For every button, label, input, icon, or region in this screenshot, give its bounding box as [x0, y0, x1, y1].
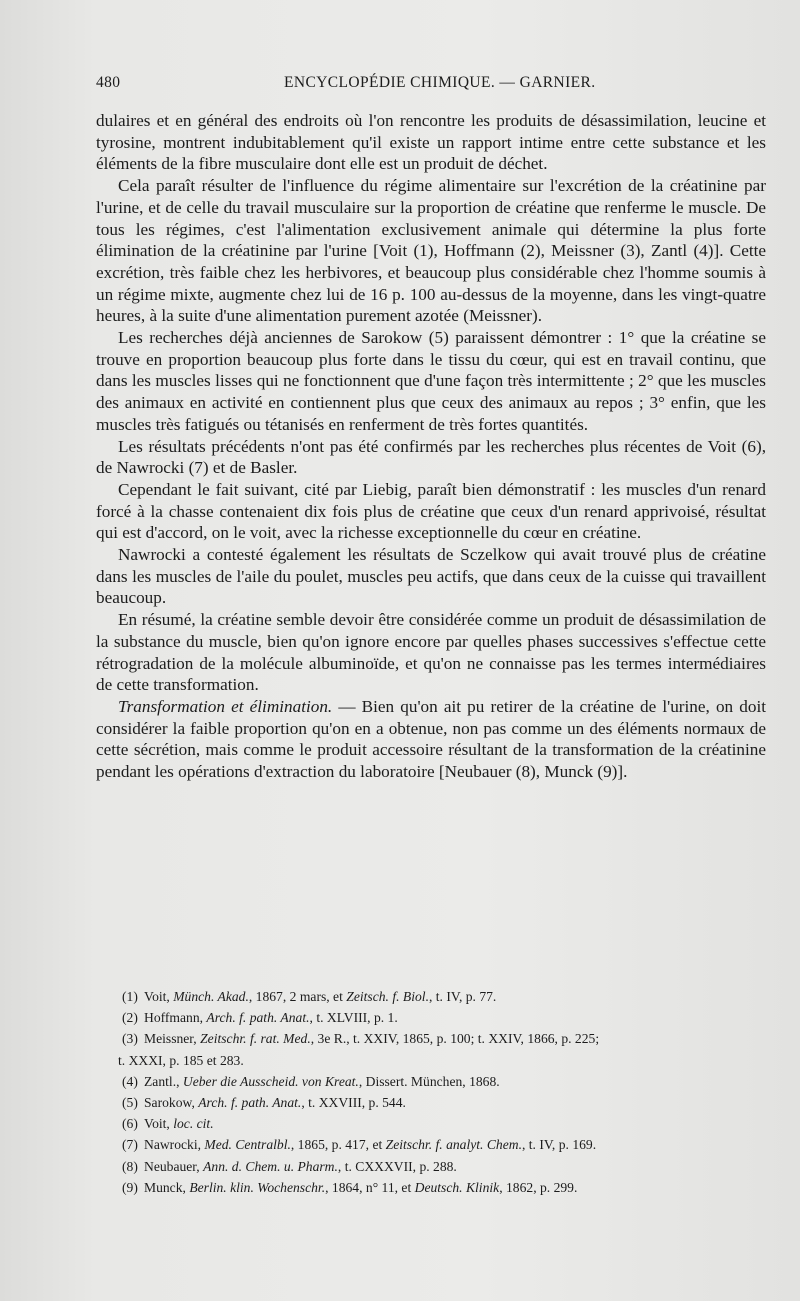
- section-lead: Transformation et élimination.: [118, 696, 333, 716]
- paragraph-1: dulaires et en général des endroits où l'on rencontre les produits de désassimilation, leucine et tyrosine, montrent indubitablement qu'il existe un rapport intime entre cette substance et les éléments de la fibre musculaire dont elle est un produit de déchet.: [96, 111, 766, 174]
- paragraph-2: Cela paraît résulter de l'influence du régime alimentaire sur l'excrétion de la créatinine par l'urine, et de celle du travail musculaire sur la proportion de créatine que renferme le muscle. De tous les régimes, c'est l'alimentation exclusivement animale qui détermine la plus forte élimination de la créatinine par l'urine [Voit (1), Hoffmann (2), Meissner (3), Zantl (4)]. Cette excrétion, très faible chez les herbivores, et beaucoup plus considérable chez l'homme soumis à un régime mixte, augmente chez lui de 16 p. 100 au-dessus de la moyenne, dans les vingt-quatre heures, à la suite d'une alimentation purement azotée (Meissner).: [96, 176, 766, 326]
- paragraph-3: Les recherches déjà anciennes de Sarokow (5) paraissent démontrer : 1° que la créatine se trouve en proportion beaucoup plus forte dans le tissu du cœur, qui est en travail continu, que dans les muscles lisses qui ne fonctionnent que d'une façon très intermittente ; 2° que les muscles des animaux en activité en contiennent plus que ceux des animaux au repos ; 3° enfin, que les muscles très fatigués ou tétanisés en renferment de très fortes quantités.: [96, 328, 766, 434]
- footnote: (4) Zantl., Ueber die Ausscheid. von Kreat., Dissert. München, 1868.: [122, 1073, 500, 1089]
- page-header: [96, 74, 800, 96]
- footnote: (5) Sarokow, Arch. f. path. Anat., t. XXVIII, p. 544.: [122, 1095, 406, 1111]
- paragraph-4: Les résultats précédents n'ont pas été confirmés par les recherches plus récentes de Voit (6), de Nawrocki (7) et de Basler.: [96, 436, 766, 478]
- page-number: 480: [96, 74, 121, 91]
- paragraph-8: [96, 696, 766, 783]
- footnote-continuation: t. XXXI, p. 185 et 283.: [118, 1052, 244, 1068]
- footnote: (9) Munck, Berlin. klin. Wochenschr., 1864, n° 11, et Deutsch. Klinik, 1862, p. 299.: [122, 1179, 578, 1195]
- footnote: (8) Neubauer, Ann. d. Chem. u. Pharm., t. CXXXVII, p. 288.: [122, 1158, 457, 1174]
- footnote: (2) Hoffmann, Arch. f. path. Anat., t. XLVIII, p. 1.: [122, 1010, 398, 1026]
- paragraph-8-text: — Bien qu'on ait pu retirer de la créatine de l'urine, on doit considérer la faible proportion qu'on en a obtenue, non pas comme un des éléments normaux de cette sécrétion, mais comme le produit accessoire résultant de la transformation de la créatinine pendant les opérations d'extraction du laboratoire [Neubauer (8), Munck (9)].: [96, 696, 766, 782]
- footnote: (3) Meissner, Zeitschr. f. rat. Med., 3e R., t. XXIV, 1865, p. 100; t. XXIV, 1866, p. 225;: [122, 1031, 600, 1047]
- footnote: (7) Nawrocki, Med. Centralbl., 1865, p. 417, et Zeitschr. f. analyt. Chem., t. IV, p. 169.: [122, 1137, 597, 1153]
- running-title: ENCYCLOPÉDIE CHIMIQUE. — GARNIER.: [284, 74, 596, 91]
- paragraph-5: Cependant le fait suivant, cité par Liebig, paraît bien démonstratif : les muscles d'un renard forcé à la chasse contenaient dix fois plus de créatine que ceux d'un renard apprivoisé, résultat qui est d'accord, on le voit, avec la richesse exceptionnelle du cœur en créatine.: [96, 479, 766, 543]
- footnote: (1) Voit, Münch. Akad., 1867, 2 mars, et Zeitsch. f. Biol., t. IV, p. 77.: [122, 989, 497, 1004]
- main-text: [96, 110, 766, 783]
- paragraph-6: Nawrocki a contesté également les résultats de Sczelkow qui avait trouvé plus de créatine dans les muscles de l'aile du poulet, muscles peu actifs, que dans ceux de la cuisse qui travaillent beaucoup.: [96, 545, 766, 608]
- footnote: (6) Voit, loc. cit.: [122, 1116, 214, 1132]
- paragraph-7: En résumé, la créatine semble devoir être considérée comme un produit de désassimilation de la substance du muscle, bien qu'on ignore encore par quelles phases successives s'effectue cette rétrogradation de la molécule albuminoïde, et qu'on ne connaisse pas les termes intermédiaires de cette transformation.: [96, 610, 766, 695]
- footnotes: [100, 986, 780, 1198]
